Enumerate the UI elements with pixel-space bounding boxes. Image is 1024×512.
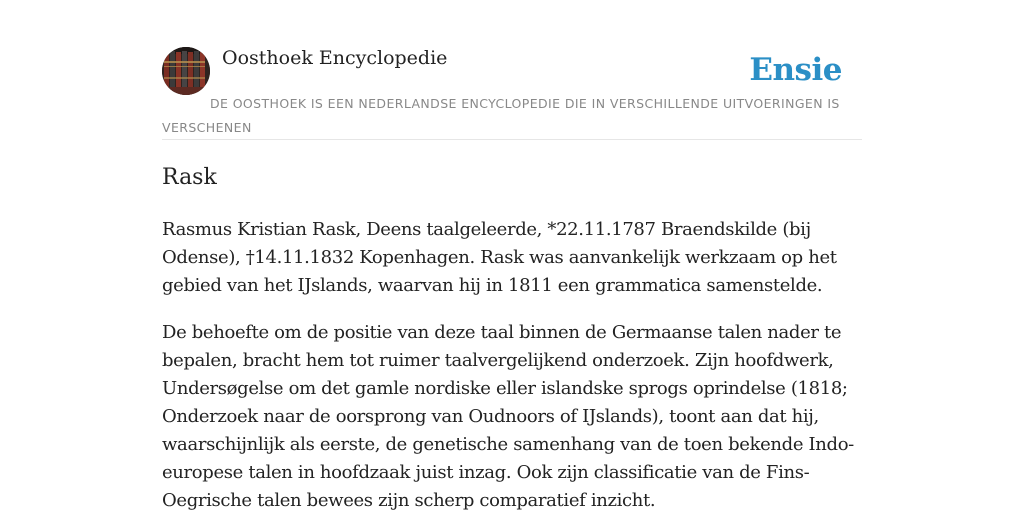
site-tagline: DE OOSTHOEK IS EEN NEDERLANDSE ENCYCLOPEDIE DIE IN VERSCHILLENDE UITVOERINGEN IS VERSCHENEN <box>162 96 840 135</box>
brand-logo[interactable]: Ensie <box>749 52 842 88</box>
article-title: Rask <box>162 165 217 190</box>
article <box>162 162 867 512</box>
site-header <box>162 46 862 140</box>
book-spines-icon <box>162 47 210 95</box>
avatar[interactable] <box>162 47 210 95</box>
article-paragraph: Rasmus Kristian Rask, Deens taalgeleerde, *22.11.1787 Braendskilde (bij Odense), †14.11.1832 Kopenhagen. Rask was aanvankelijk werkzaam op het gebied van het IJslands, waarvan hij in 1811 een grammatica samenstelde. <box>162 219 837 296</box>
article-paragraph: De behoefte om de positie van deze taal binnen de Germaanse talen nader te bepalen, bracht hem tot ruimer taalvergelijkend onderzoek. Zijn hoofdwerk, Undersøgelse om det gamle nordiske eller islandske sprogs oprindelse (1818; Onderzoek naar de oorsprong van Oudnoors of IJslands), toont aan dat hij, waarschijnlijk als eerste, de genetische samenhang van de toen bekende Indo-europese talen in hoofdzaak juist inzag. Ook zijn classificatie van de Fins-Oegrische talen bewees zijn scherp comparatief inzicht. <box>162 322 854 511</box>
site-name[interactable]: Oosthoek Encyclopedie <box>222 47 448 69</box>
